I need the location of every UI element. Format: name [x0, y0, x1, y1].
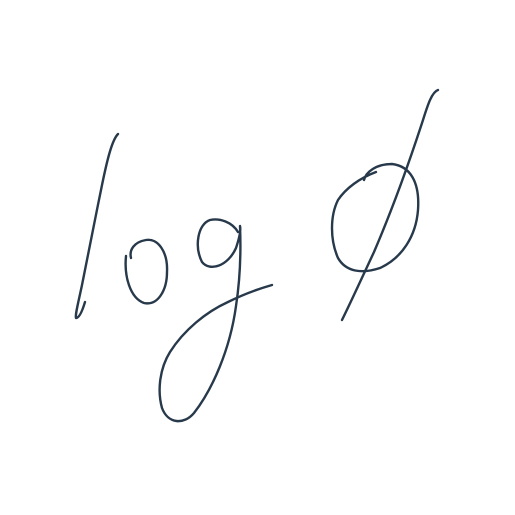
phi-loop-stroke: [332, 164, 418, 271]
letter-g-stroke: [160, 220, 272, 422]
letter-o-stroke: [126, 240, 167, 304]
phi-slash-stroke: [342, 90, 438, 320]
letter-l-stroke: [76, 134, 118, 318]
